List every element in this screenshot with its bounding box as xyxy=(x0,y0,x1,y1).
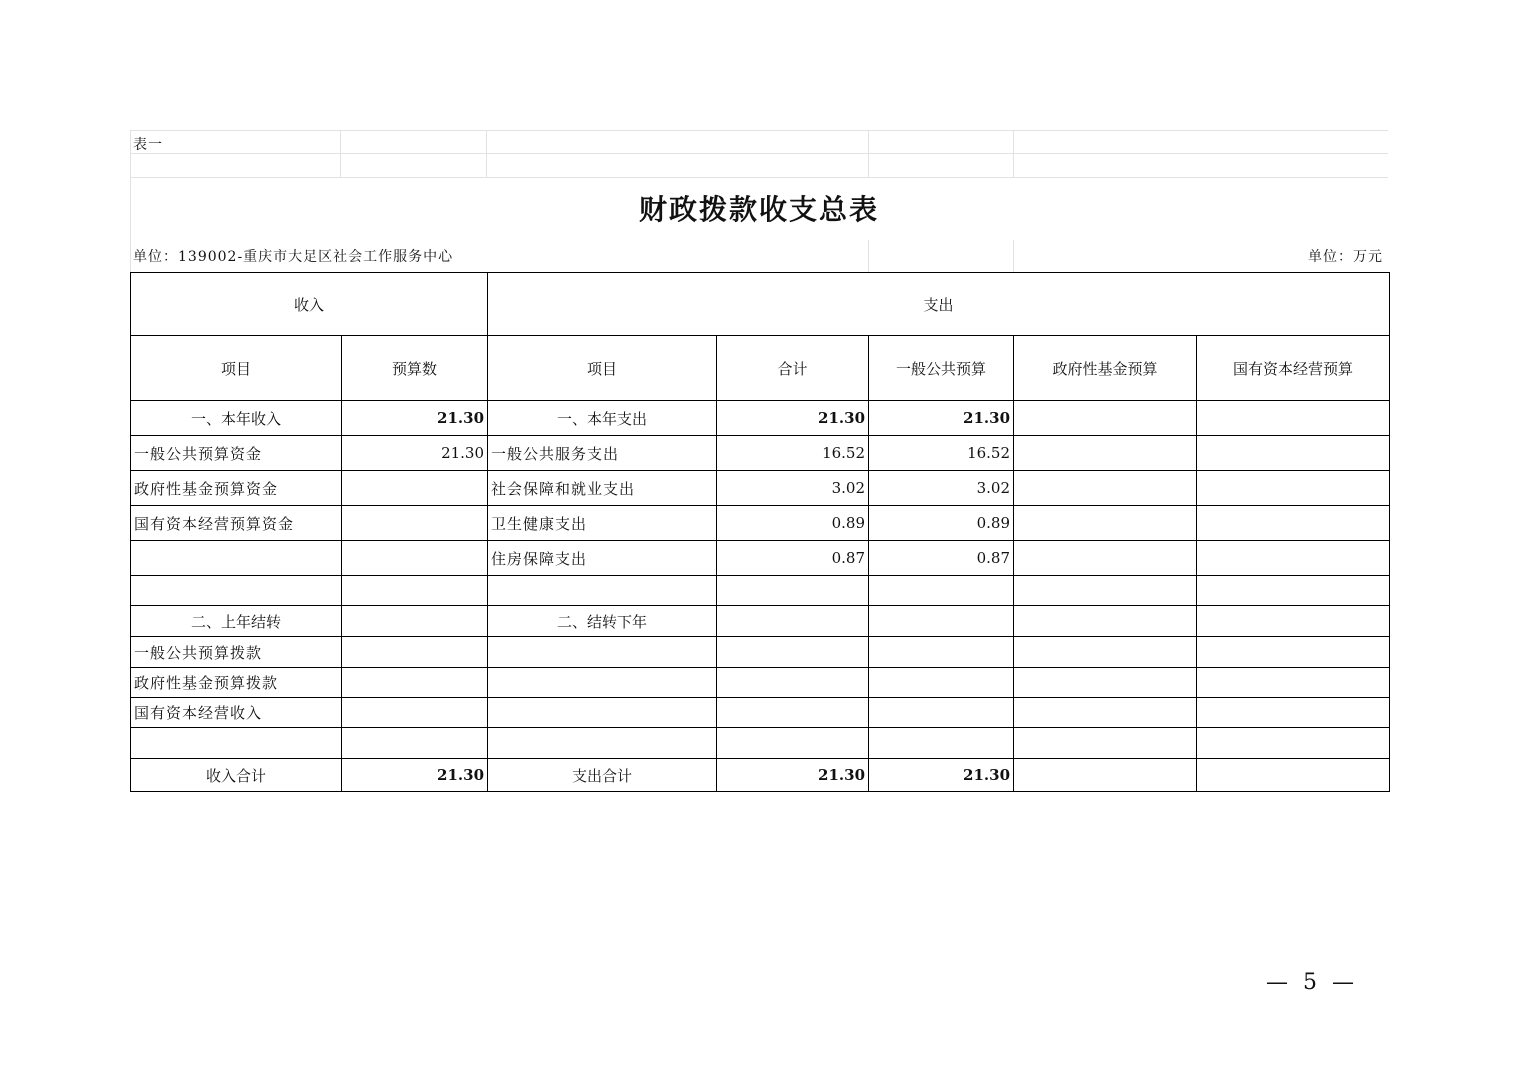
group-header-row xyxy=(131,273,1390,336)
column-header-row xyxy=(131,336,1390,401)
income-amount-cell xyxy=(342,698,488,728)
expense-item-cell xyxy=(488,698,717,728)
table-row xyxy=(131,541,1390,576)
state-capital-cell xyxy=(1197,401,1390,436)
expense-item-cell: 社会保障和就业支出 xyxy=(488,471,717,506)
page-number: — 5 — xyxy=(1266,970,1358,995)
general-budget-cell: 0.87 xyxy=(869,541,1014,576)
expense-total-cell xyxy=(717,637,869,668)
income-group-header: 收入 xyxy=(131,273,488,336)
income-amount-cell xyxy=(342,471,488,506)
gov-fund-cell xyxy=(1014,576,1197,606)
income-amount-cell xyxy=(342,541,488,576)
income-item-cell xyxy=(131,576,342,606)
table-row xyxy=(131,668,1390,698)
expense-item-cell xyxy=(488,728,717,759)
col-header-expense-item: 项目 xyxy=(488,336,717,401)
table-tag: 表一 xyxy=(133,137,163,153)
general-budget-cell xyxy=(869,728,1014,759)
expense-total-cell xyxy=(717,668,869,698)
col-header-gov-fund-budget: 政府性基金预算 xyxy=(1014,336,1197,401)
general-budget-cell: 21.30 xyxy=(869,401,1014,436)
state-capital-total-value xyxy=(1197,759,1390,792)
income-item-cell xyxy=(131,728,342,759)
table-row xyxy=(131,728,1390,759)
table-row xyxy=(131,606,1390,637)
expense-total-cell: 3.02 xyxy=(717,471,869,506)
general-budget-cell: 16.52 xyxy=(869,436,1014,471)
table-row xyxy=(131,698,1390,728)
expense-total-cell xyxy=(717,576,869,606)
page-title: 财政拨款收支总表 xyxy=(638,193,879,226)
gov-fund-cell xyxy=(1014,401,1197,436)
income-item-cell: 一般公共预算拨款 xyxy=(131,637,342,668)
state-capital-cell xyxy=(1197,471,1390,506)
gov-fund-total-value xyxy=(1014,759,1197,792)
gov-fund-cell xyxy=(1014,668,1197,698)
general-budget-cell: 3.02 xyxy=(869,471,1014,506)
income-total-label: 收入合计 xyxy=(131,759,342,792)
income-amount-cell xyxy=(342,668,488,698)
expense-item-cell: 住房保障支出 xyxy=(488,541,717,576)
gridline xyxy=(1013,130,1014,177)
income-amount-cell xyxy=(342,728,488,759)
table-row xyxy=(131,471,1390,506)
income-total-value: 21.30 xyxy=(342,759,488,792)
gridline xyxy=(130,177,1388,178)
income-amount-cell xyxy=(342,576,488,606)
expense-total-label: 支出合计 xyxy=(488,759,717,792)
gov-fund-cell xyxy=(1014,541,1197,576)
expense-item-cell: 二、结转下年 xyxy=(488,606,717,637)
income-amount-cell xyxy=(342,606,488,637)
totals-row xyxy=(131,759,1390,792)
col-header-general-budget: 一般公共预算 xyxy=(869,336,1014,401)
expense-total-cell: 21.30 xyxy=(717,401,869,436)
general-budget-cell xyxy=(869,576,1014,606)
income-amount-cell: 21.30 xyxy=(342,436,488,471)
expense-item-cell xyxy=(488,668,717,698)
expense-total-cell: 0.89 xyxy=(717,506,869,541)
gridline xyxy=(868,240,869,272)
gov-fund-cell xyxy=(1014,728,1197,759)
expense-total-cell xyxy=(717,728,869,759)
income-amount-cell xyxy=(342,506,488,541)
col-header-income-item: 项目 xyxy=(131,336,342,401)
col-header-income-budget: 预算数 xyxy=(342,336,488,401)
general-budget-total-value: 21.30 xyxy=(869,759,1014,792)
state-capital-cell xyxy=(1197,728,1390,759)
expense-item-cell: 一般公共服务支出 xyxy=(488,436,717,471)
gov-fund-cell xyxy=(1014,606,1197,637)
expense-total-cell: 0.87 xyxy=(717,541,869,576)
general-budget-cell xyxy=(869,637,1014,668)
table-row xyxy=(131,401,1390,436)
gov-fund-cell xyxy=(1014,506,1197,541)
income-item-cell: 国有资本经营收入 xyxy=(131,698,342,728)
state-capital-cell xyxy=(1197,606,1390,637)
expense-total-cell: 16.52 xyxy=(717,436,869,471)
expense-item-cell: 卫生健康支出 xyxy=(488,506,717,541)
state-capital-cell xyxy=(1197,637,1390,668)
expense-item-cell xyxy=(488,576,717,606)
gridline xyxy=(868,130,869,177)
expense-group-header: 支出 xyxy=(488,273,1390,336)
income-item-cell: 政府性基金预算资金 xyxy=(131,471,342,506)
state-capital-cell xyxy=(1197,576,1390,606)
unit-currency: 单位：万元 xyxy=(1308,249,1383,265)
unit-organization: 单位：139002-重庆市大足区社会工作服务中心 xyxy=(133,249,454,265)
general-budget-cell: 0.89 xyxy=(869,506,1014,541)
state-capital-cell xyxy=(1197,541,1390,576)
income-item-cell: 二、上年结转 xyxy=(131,606,342,637)
gov-fund-cell xyxy=(1014,471,1197,506)
expense-total-cell xyxy=(717,606,869,637)
gridline xyxy=(1013,240,1014,272)
income-item-cell xyxy=(131,541,342,576)
general-budget-cell xyxy=(869,606,1014,637)
col-header-state-capital-budget: 国有资本经营预算 xyxy=(1197,336,1390,401)
general-budget-cell xyxy=(869,668,1014,698)
state-capital-cell xyxy=(1197,698,1390,728)
income-amount-cell: 21.30 xyxy=(342,401,488,436)
budget-summary-table xyxy=(130,272,1390,792)
col-header-total: 合计 xyxy=(717,336,869,401)
expense-total-cell xyxy=(717,698,869,728)
gov-fund-cell xyxy=(1014,637,1197,668)
expense-item-cell xyxy=(488,637,717,668)
state-capital-cell xyxy=(1197,436,1390,471)
state-capital-cell xyxy=(1197,668,1390,698)
gridline xyxy=(340,130,341,177)
general-budget-cell xyxy=(869,698,1014,728)
table-row xyxy=(131,506,1390,541)
gridline xyxy=(130,130,1388,131)
income-item-cell: 国有资本经营预算资金 xyxy=(131,506,342,541)
table-row xyxy=(131,436,1390,471)
income-amount-cell xyxy=(342,637,488,668)
gridline xyxy=(130,153,1388,154)
expense-item-cell: 一、本年支出 xyxy=(488,401,717,436)
expense-total-value: 21.30 xyxy=(717,759,869,792)
gov-fund-cell xyxy=(1014,436,1197,471)
table-row xyxy=(131,576,1390,606)
table-row xyxy=(131,637,1390,668)
gov-fund-cell xyxy=(1014,698,1197,728)
income-item-cell: 一、本年收入 xyxy=(131,401,342,436)
state-capital-cell xyxy=(1197,506,1390,541)
income-item-cell: 一般公共预算资金 xyxy=(131,436,342,471)
income-item-cell: 政府性基金预算拨款 xyxy=(131,668,342,698)
gridline xyxy=(486,130,487,177)
